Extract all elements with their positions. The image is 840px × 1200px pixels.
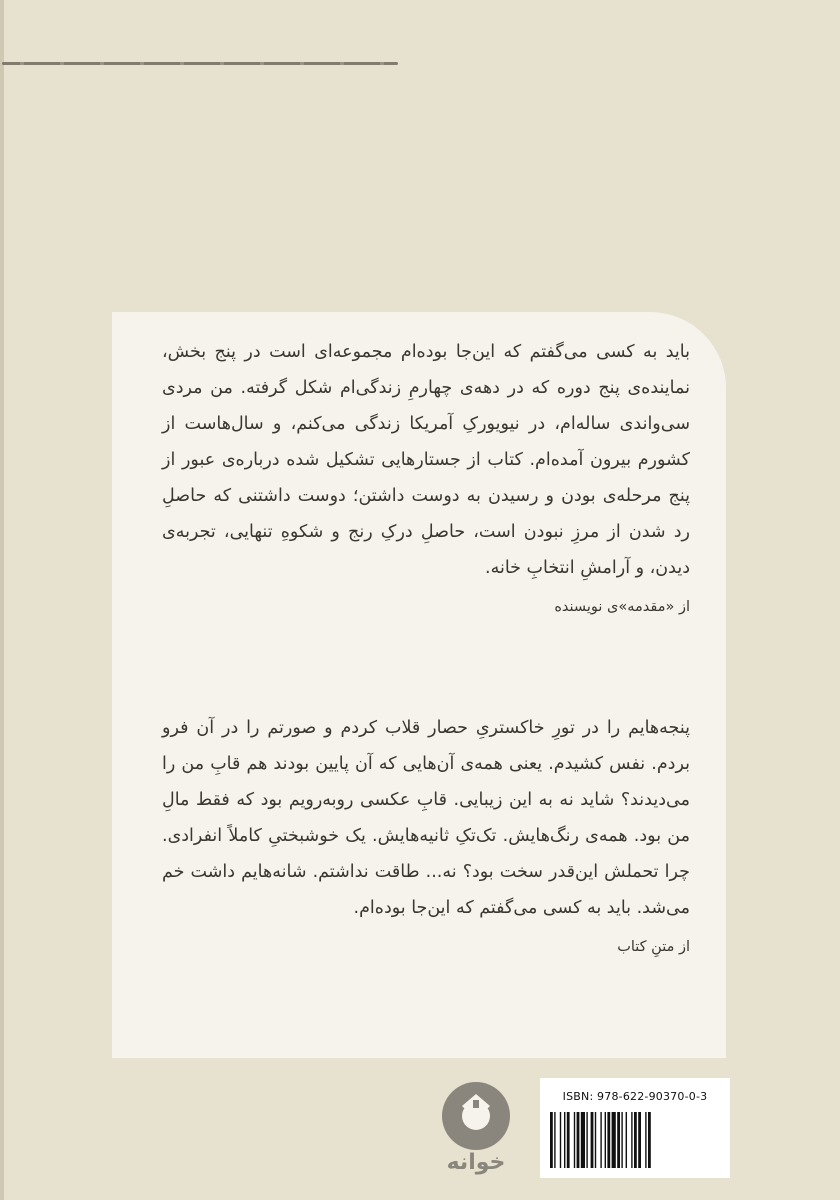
barcode-bar <box>648 1112 651 1168</box>
barcode-bar <box>591 1112 594 1168</box>
barcode-bar <box>574 1112 575 1168</box>
intro-section <box>162 334 690 622</box>
barcode-bar <box>612 1112 616 1168</box>
barcode-bar <box>560 1112 561 1168</box>
barcode-bar <box>631 1112 632 1168</box>
intro-paragraph: باید به کسی می‌گفتم که این‌جا بوده‌ام مجموعه‌ای است در پنج بخش، نماینده‌ی پنج دوره که در دهه‌ی چهارمِ زندگی‌ام شکل گرفته. من مردی سی‌واندی ساله‌ام، در نیویورکِ آمریکا زندگی می‌کنم، و سال‌هاست از کشورم بیرون آمده‌ام. کتاب از جستارهایی تشکیل شده درباره‌ی عبور از پنج مرحله‌ی بودن و رسیدن به دوست داشتن؛ دوست داشتنی که حاصلِ رد شدن از مرزِ نبودن است، حاصلِ درکِ رنج و شکوهِ تنهایی، تجربه‌ی دیدن، و آرامشِ انتخابِ خانه. <box>162 342 690 578</box>
barcode-bar <box>586 1112 587 1168</box>
barcode-bar <box>621 1112 622 1168</box>
publisher-name: خوانه <box>446 1150 506 1175</box>
barcode-bar <box>595 1112 596 1168</box>
barcode-bar <box>634 1112 637 1168</box>
barcode-bar <box>607 1112 610 1168</box>
barcode-bar <box>564 1112 565 1168</box>
barcode-bar <box>638 1112 641 1168</box>
barcode-bar <box>550 1112 553 1168</box>
intro-source: از «مقدمه»ی نویسنده <box>554 599 690 615</box>
excerpt-source: از متنِ کتاب <box>617 939 690 955</box>
excerpt-paragraph: پنجه‌هایم را در تورِ خاکستریِ حصار قلاب کردم و صورتم را در آن فرو بردم. نفس کشیدم. یعنی همه‌ی آن‌هایی که آن پایین بودند هم قابِ من را می‌دیدند؟ شاید نه به این زیبایی. قابِ عکسی روبه‌رویم بود که فقط مالِ من بود. همه‌ی رنگ‌هایش. تک‌تکِ ثانیه‌هایش. یک خوشبختیِ کاملاً انفرادی. چرا تحملش این‌قدر سخت بود؟ نه... طاقت نداشتم. شانه‌هایم داشت خم می‌شد. باید به کسی می‌گفتم که این‌جا بوده‌ام. <box>162 718 690 918</box>
barcode-bars <box>550 1112 720 1168</box>
publisher-logo-icon <box>440 1080 512 1152</box>
barcode-bar <box>581 1112 585 1168</box>
barcode-bar <box>645 1112 646 1168</box>
barcode-bar <box>554 1112 555 1168</box>
barcode-bar <box>626 1112 627 1168</box>
barcode-bar <box>567 1112 570 1168</box>
barcode-bar <box>617 1112 620 1168</box>
isbn-text: ISBN: 978-622-90370-0-3 <box>562 1090 708 1103</box>
barcode-bar <box>600 1112 601 1168</box>
barcode-label <box>540 1078 730 1178</box>
barcode-bar <box>577 1112 580 1168</box>
left-edge-rule <box>0 0 4 1200</box>
decorative-top-line <box>2 62 398 65</box>
excerpt-section <box>162 710 690 962</box>
barcode-bar <box>605 1112 606 1168</box>
